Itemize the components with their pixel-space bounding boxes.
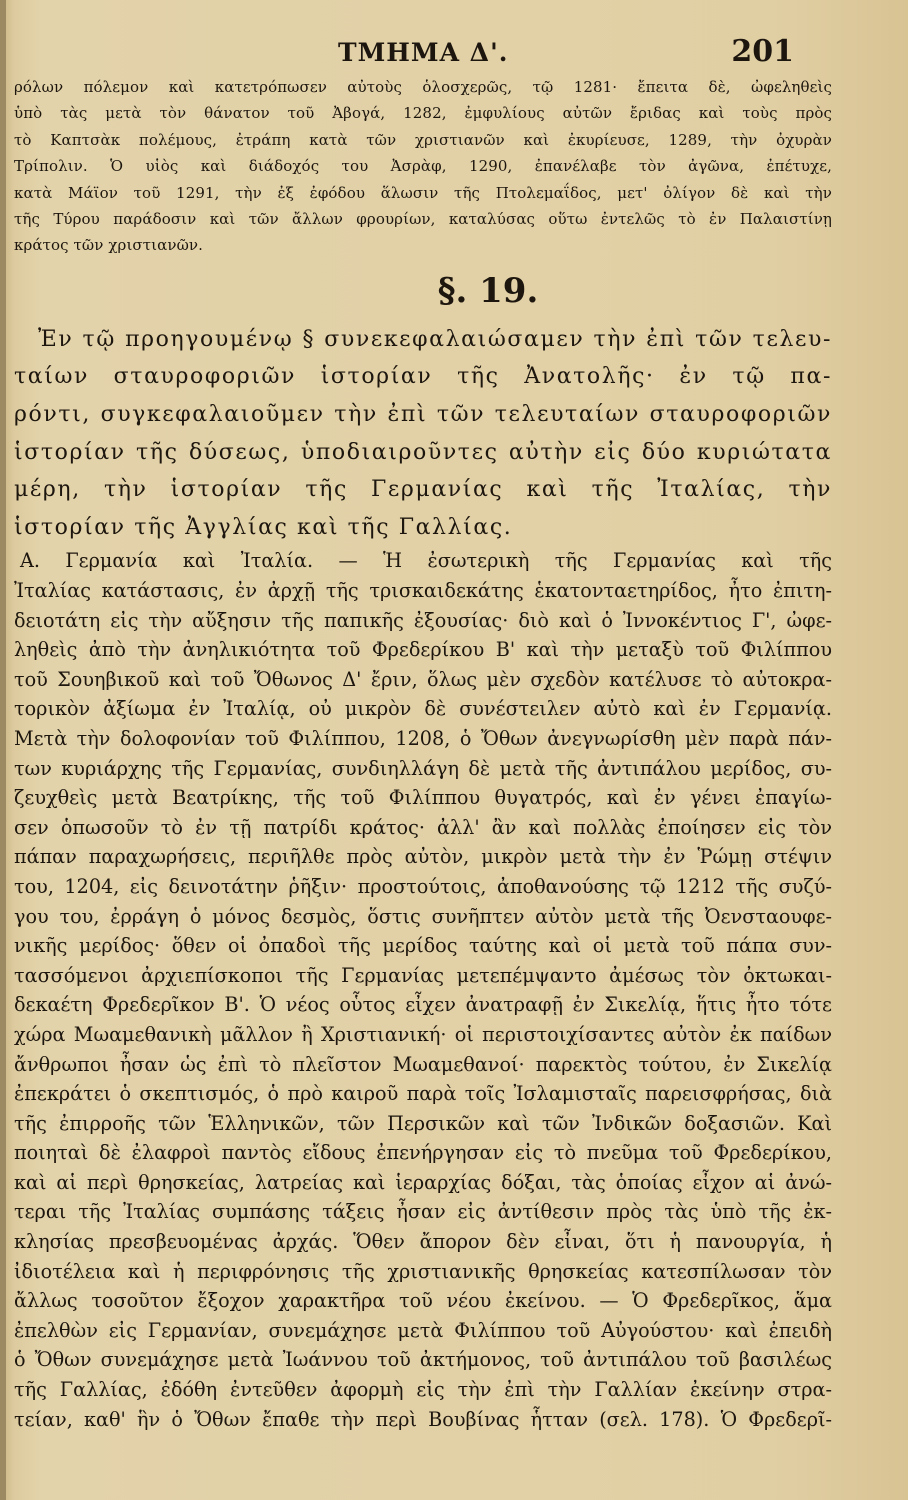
text-line: καὶ αἱ περὶ θρησκείας, λατρείας καὶ ἱεραρχίας δόξαι, τὰς ὁποίας εἶχον αἱ ἀνώ- <box>14 1170 832 1194</box>
text-line: ληθεὶς ἀπὸ τὴν ἀνηλικιότητα τοῦ Φρεδερίκου Β' καὶ τὴν μεταξὺ τοῦ Φιλίππου <box>14 638 832 662</box>
intro-paragraph <box>14 74 832 259</box>
text-line: Ἐν τῷ προηγουμένῳ § συνεκεφαλαιώσαμεν τὴν ἐπὶ τῶν τελευ- <box>38 326 832 352</box>
text-line: τοῦ Σουηβικοῦ καὶ τοῦ Ὄθωνος Δ' ἔριν, ὅλως μὲν σχεδὸν κατέλυσε τὸ αὐτοκρα- <box>14 667 832 691</box>
running-head <box>0 34 908 74</box>
text-line: κράτος τῶν χριστιανῶν. <box>14 236 204 255</box>
text-line: ἱστορίαν τῆς Ἀγγλίας καὶ τῆς Γαλλίας. <box>14 514 513 540</box>
text-line: του, 1204, εἰς δεινοτάτην ῥῆξιν· προστούτοις, ἀποθανούσης τῷ 1212 τῆς συζύ- <box>14 874 832 898</box>
text-line: ρόντι, συγκεφαλαιοῦμεν τὴν ἐπὶ τῶν τελευταίων σταυροφοριῶν <box>14 402 832 428</box>
text-line: Α. Γερμανία καὶ Ἰταλία. — Ἡ ἐσωτερικὴ τῆς Γερμανίας καὶ τῆς <box>20 549 832 573</box>
text-line: κατὰ Μάϊον τοῦ 1291, τὴν ἐξ ἐφόδου ἅλωσιν τῆς Πτολεμαΐδος, μετ' ὀλίγον δὲ καὶ τὴν <box>14 183 832 202</box>
text-line: γου του, ἐρράγη ὁ μόνος δεσμὸς, ὅστις συνῆπτεν αὐτὸν μετὰ τῆς Ὀενσταουφε- <box>14 904 832 928</box>
page-gutter <box>0 0 6 1500</box>
text-line: ἐπελθὼν εἰς Γερμανίαν, συνεμάχησε μετὰ Φιλίππου τοῦ Αὐγούστου· καὶ ἐπειδὴ <box>14 1318 832 1342</box>
text-line: ταίων σταυροφοριῶν ἱστορίαν τῆς Ἀνατολῆς· ἐν τῷ πα- <box>14 364 832 390</box>
text-line: ἄνθρωποι ἦσαν ὡς ἐπὶ τὸ πλεῖστον Μωαμεθανοί· παρεκτὸς τούτου, ἐν Σικελίᾳ <box>14 1052 832 1076</box>
text-line: ὁ Ὄθων συνεμάχησε μετὰ Ἰωάννου τοῦ ἀκτήμονος, τοῦ ἀντιπάλου τοῦ βασιλέως <box>14 1348 832 1372</box>
summary-paragraph <box>14 321 832 547</box>
text-line: τῆς Γαλλίας, ἐδόθη ἐντεῦθεν ἀφορμὴ εἰς τὴν ἐπὶ τὴν Γαλλίαν ἐκείνην στρα- <box>14 1378 832 1402</box>
text-line: τῆς ἐπιρροῆς τῶν Ἑλληνικῶν, τῶν Περσικῶν καὶ τῶν Ἰνδικῶν δοξασιῶν. Καὶ <box>14 1111 832 1135</box>
text-line: τῆς Τύρου παράδοσιν καὶ τῶν ἄλλων φρουρίων, καταλύσας οὕτω ἐντελῶς τὸ ἐν Παλαιστίνῃ <box>14 210 832 229</box>
text-line: τείαν, καθ' ἣν ὁ Ὄθων ἔπαθε τὴν περὶ Βουβίνας ἧτταν (σελ. 178). Ὁ Φρεδερῖ- <box>14 1407 832 1431</box>
text-line: ἱστορίαν τῆς δύσεως, ὑποδιαιροῦντες αὐτὴν εἰς δύο κυριώτατα <box>14 439 832 465</box>
page-number: 201 <box>731 34 794 69</box>
text-line: Ἰταλίας κατάστασις, ἐν ἀρχῇ τῆς τρισκαιδεκάτης ἑκατονταετηρίδος, ἦτο ἐπιτη- <box>14 579 832 602</box>
text-line: πάπαν παραχωρήσεις, περιῆλθε πρὸς αὐτὸν, μικρὸν μετὰ τὴν ἐν Ῥώμῃ στέψιν <box>14 845 832 869</box>
chapter-heading: ΤΜΗΜΑ Δ'. <box>338 38 509 67</box>
text-line: ρόλων πόλεμον καὶ κατετρόπωσεν αὐτοὺς ὁλοσχερῶς, τῷ 1281· ἔπειτα δὲ, ὠφεληθεὶς <box>14 78 832 96</box>
text-line: ἰδιοτέλεια καὶ ἡ περιφρόνησις τῆς χριστιανικῆς θρησκείας κατεσπίλωσαν τὸν <box>14 1259 832 1283</box>
page-body <box>14 74 832 1434</box>
text-line: ἄλλως τοσοῦτον ἔξοχον χαρακτῆρα τοῦ νέου ἐκείνου. — Ὁ Φρεδερῖκος, ἅμα <box>14 1289 832 1313</box>
text-line: τορικὸν ἀξίωμα ἐν Ἰταλίᾳ, οὐ μικρὸν δὲ συνέστειλεν αὐτὸ καὶ ἐν Γερμανίᾳ. <box>14 697 832 721</box>
text-line: νικῆς μερίδος· ὅθεν οἱ ὀπαδοὶ τῆς μερίδος ταύτης καὶ οἱ μετὰ τοῦ πάπα συν- <box>14 934 832 958</box>
section-heading: §. 19. <box>437 270 539 311</box>
text-line: ποιηταὶ δὲ ἐλαφροὶ παντὸς εἴδους ἐπενήργησαν εἰς τὸ πνεῦμα τοῦ Φρεδερίκου, <box>14 1141 832 1165</box>
main-paragraph <box>14 546 832 1434</box>
text-line: ἐπεκράτει ὁ σκεπτισμός, ὁ πρὸ καιροῦ παρὰ τοῖς Ἰσλαμισταῖς παρεισφρήσας, διὰ <box>14 1082 832 1106</box>
text-line: σεν ὁπωσοῦν τὸ ἐν τῇ πατρίδι κράτος· ἀλλ' ἂν καὶ πολλὰς ἐποίησεν εἰς τὸν <box>14 815 832 839</box>
text-line: μέρη, τὴν ἱστορίαν τῆς Γερμανίας καὶ τῆς Ἰταλίας, τὴν <box>14 477 832 503</box>
text-line: τὸ Καπτσὰκ πολέμους, ἐτράπη κατὰ τῶν χριστιανῶν καὶ ἐκυρίευσε, 1289, τὴν ὀχυρὰν <box>14 130 832 149</box>
text-line: τεραι τῆς Ἰταλίας συμπάσης τάξεις ἦσαν εἰς ἀντίθεσιν πρὸς τὰς ὑπὸ τῆς ἐκ- <box>14 1200 832 1224</box>
text-line: ὑπὸ τὰς μετὰ τὸν θάνατον τοῦ Ἀβογά, 1282, ἐμφυλίους αὐτῶν ἔριδας καὶ τοὺς πρὸς <box>14 104 832 123</box>
text-line: τασσόμενοι ἀρχιεπίσκοποι τῆς Γερμανίας μετεπέμψαντο ἀμέσως τὸν ὀκτωκαι- <box>14 963 832 987</box>
text-line: Τρίπολιν. Ὁ υἱὸς καὶ διάδοχός του Ἀσρὰφ, 1290, ἐπανέλαβε τὸν ἀγῶνα, ἐπέτυχε, <box>14 157 832 176</box>
text-line: χώρα Μωαμεθανικὴ μᾶλλον ἢ Χριστιανική· οἱ περιστοιχίσαντες αὐτὸν ἐκ παίδων <box>14 1022 832 1046</box>
text-line: Μετὰ τὴν δολοφονίαν τοῦ Φιλίππου, 1208, ὁ Ὄθων ἀνεγνωρίσθη μὲν παρὰ πάν- <box>14 726 832 750</box>
text-line: ζευχθεὶς μετὰ Βεατρίκης, τῆς τοῦ Φιλίππου θυγατρός, καὶ ἐν γένει ἐπαγίω- <box>14 786 832 810</box>
text-line: δεκαέτη Φρεδερῖκον Β'. Ὁ νέος οὗτος εἶχεν ἀνατραφῇ ἐν Σικελίᾳ, ἥτις ἦτο τότε <box>14 993 832 1017</box>
text-line: των κυριάρχης τῆς Γερμανίας, συνδιηλλάγη δὲ μετὰ τῆς ἀντιπάλου μερίδος, συ- <box>14 756 832 780</box>
text-line: δειοτάτη εἰς τὴν αὔξησιν τῆς παπικῆς ἐξουσίας· διὸ καὶ ὁ Ἰννοκέντιος Γ', ὠφε- <box>14 608 832 632</box>
text-line: κλησίας πρεσβευομένας ἀρχάς. Ὅθεν ἄπορον δὲν εἶναι, ὅτι ἡ πανουργία, ἡ <box>14 1230 832 1254</box>
